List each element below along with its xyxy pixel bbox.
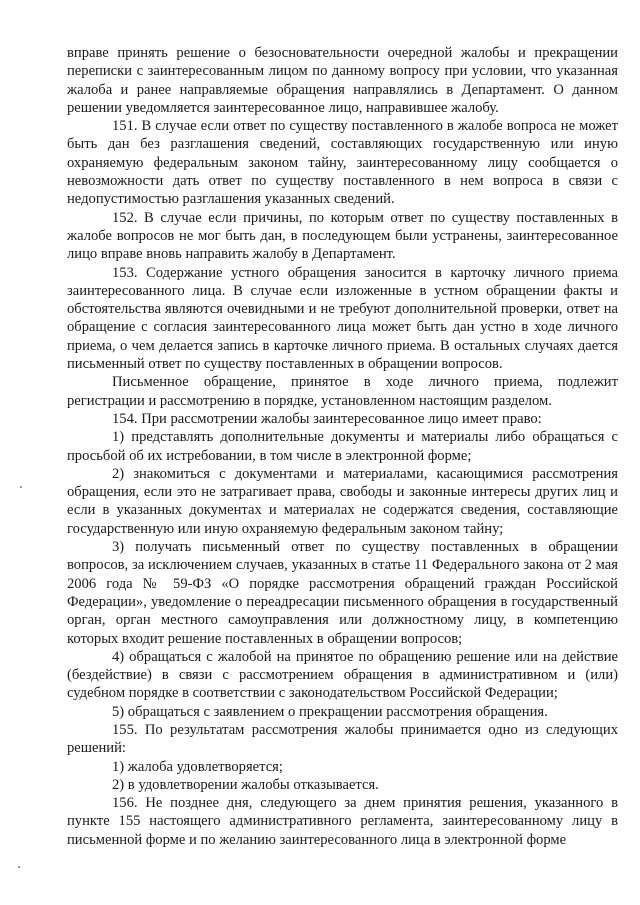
list-item-154-2: 2) знакомиться с документами и материалами, касающимися рассмотрения обращения, если это не затрагивает права, свободы и законные интересы других лиц и если в указанных документах и материалах не содержатся сведения, составляющие государственную или иную охраняемую федеральным законом тайну;	[67, 465, 618, 537]
list-item-155-1: 1) жалоба удовлетворяется;	[112, 758, 283, 775]
list-item-154-4: 4) обращаться с жалобой на принятое по обращению решение или на действие (бездействие) в связи с рассмотрением обращения в административном и (или) судебном порядке в соответствии с законодательством Российской Федерации;	[67, 648, 618, 702]
paragraph-continuation: вправе принять решение о безосновательности очередной жалобы и прекращении переписки с заинтересованным лицом по данному вопросу при условии, что указанная жалоба и ранее направляемые обращения направлялись в Департамент. О данном решении уведомляется заинтересованное лицо, направившее жалобу.	[67, 45, 618, 116]
paragraph-153: 153. Содержание устного обращения заносится в карточку личного приема заинтересованного лица. В случае если изложенные в устном обращении факты и обстоятельства являются очевидными и не требуют дополнительной проверки, ответ на обращение с согласия заинтересованного лица может быть дан устно в ходе личного приема, о чем делается запись в карточке личного приема. В остальных случаях дается письменный ответ по существу поставленных в обращении вопросов.	[67, 264, 618, 373]
list-item-154-3: 3) получать письменный ответ по существу поставленных в обращении вопросов, за исключением случаев, указанных в статье 11 Федерального закона от 2 мая 2006 года № 59-ФЗ «О порядке рассмотрения обращений граждан Российской Федерации», уведомление о переадресации письменного обращения в государственный орган, орган местного самоуправления или должностному лицу, в компетенцию которых входит решение поставленных в обращении вопросов;	[67, 539, 618, 647]
paragraph-156: 156. Не позднее дня, следующего за днем принятия решения, указанного в пункте 155 настоящего административного регламента, заинтересованному лицу в письменной форме и по желанию заинтересованного лица в электронной форме	[67, 795, 618, 848]
document-body	[67, 44, 618, 849]
paragraph-152: 152. В случае если причины, по которым ответ по существу поставленных в жалобе вопросов не мог быть дан, в последующем были устранены, заинтересованное лицо вправе вновь направить жалобу в Департамент.	[67, 209, 618, 263]
list-item-154-5: 5) обращаться с заявлением о прекращении рассмотрения обращения.	[112, 703, 548, 720]
paragraph-written-appeal: Письменное обращение, принятое в ходе личного приема, подлежит регистрации и рассмотрению в порядке, установленном настоящим разделом.	[67, 374, 618, 409]
scan-speck	[20, 486, 22, 488]
paragraph-154: 154. При рассмотрении жалобы заинтересованное лицо имеет право:	[112, 410, 542, 427]
list-item-154-1: 1) представлять дополнительные документы и материалы либо обращаться с просьбой об их истребовании, в том числе в электронной форме;	[67, 429, 618, 464]
list-item-155-2: 2) в удовлетворении жалобы отказывается.	[112, 776, 379, 793]
scan-speck	[18, 866, 20, 868]
paragraph-151: 151. В случае если ответ по существу поставленного в жалобе вопроса не может быть дан без разглашения сведений, составляющих государственную или иную охраняемую федеральным законом тайну, заинтересованному лицу сообщается о невозможности дать ответ по существу поставленного в нем вопроса в связи с недопустимостью разглашения указанных сведений.	[67, 118, 618, 208]
paragraph-155: 155. По результатам рассмотрения жалобы принимается одно из следующих решений:	[67, 721, 618, 757]
